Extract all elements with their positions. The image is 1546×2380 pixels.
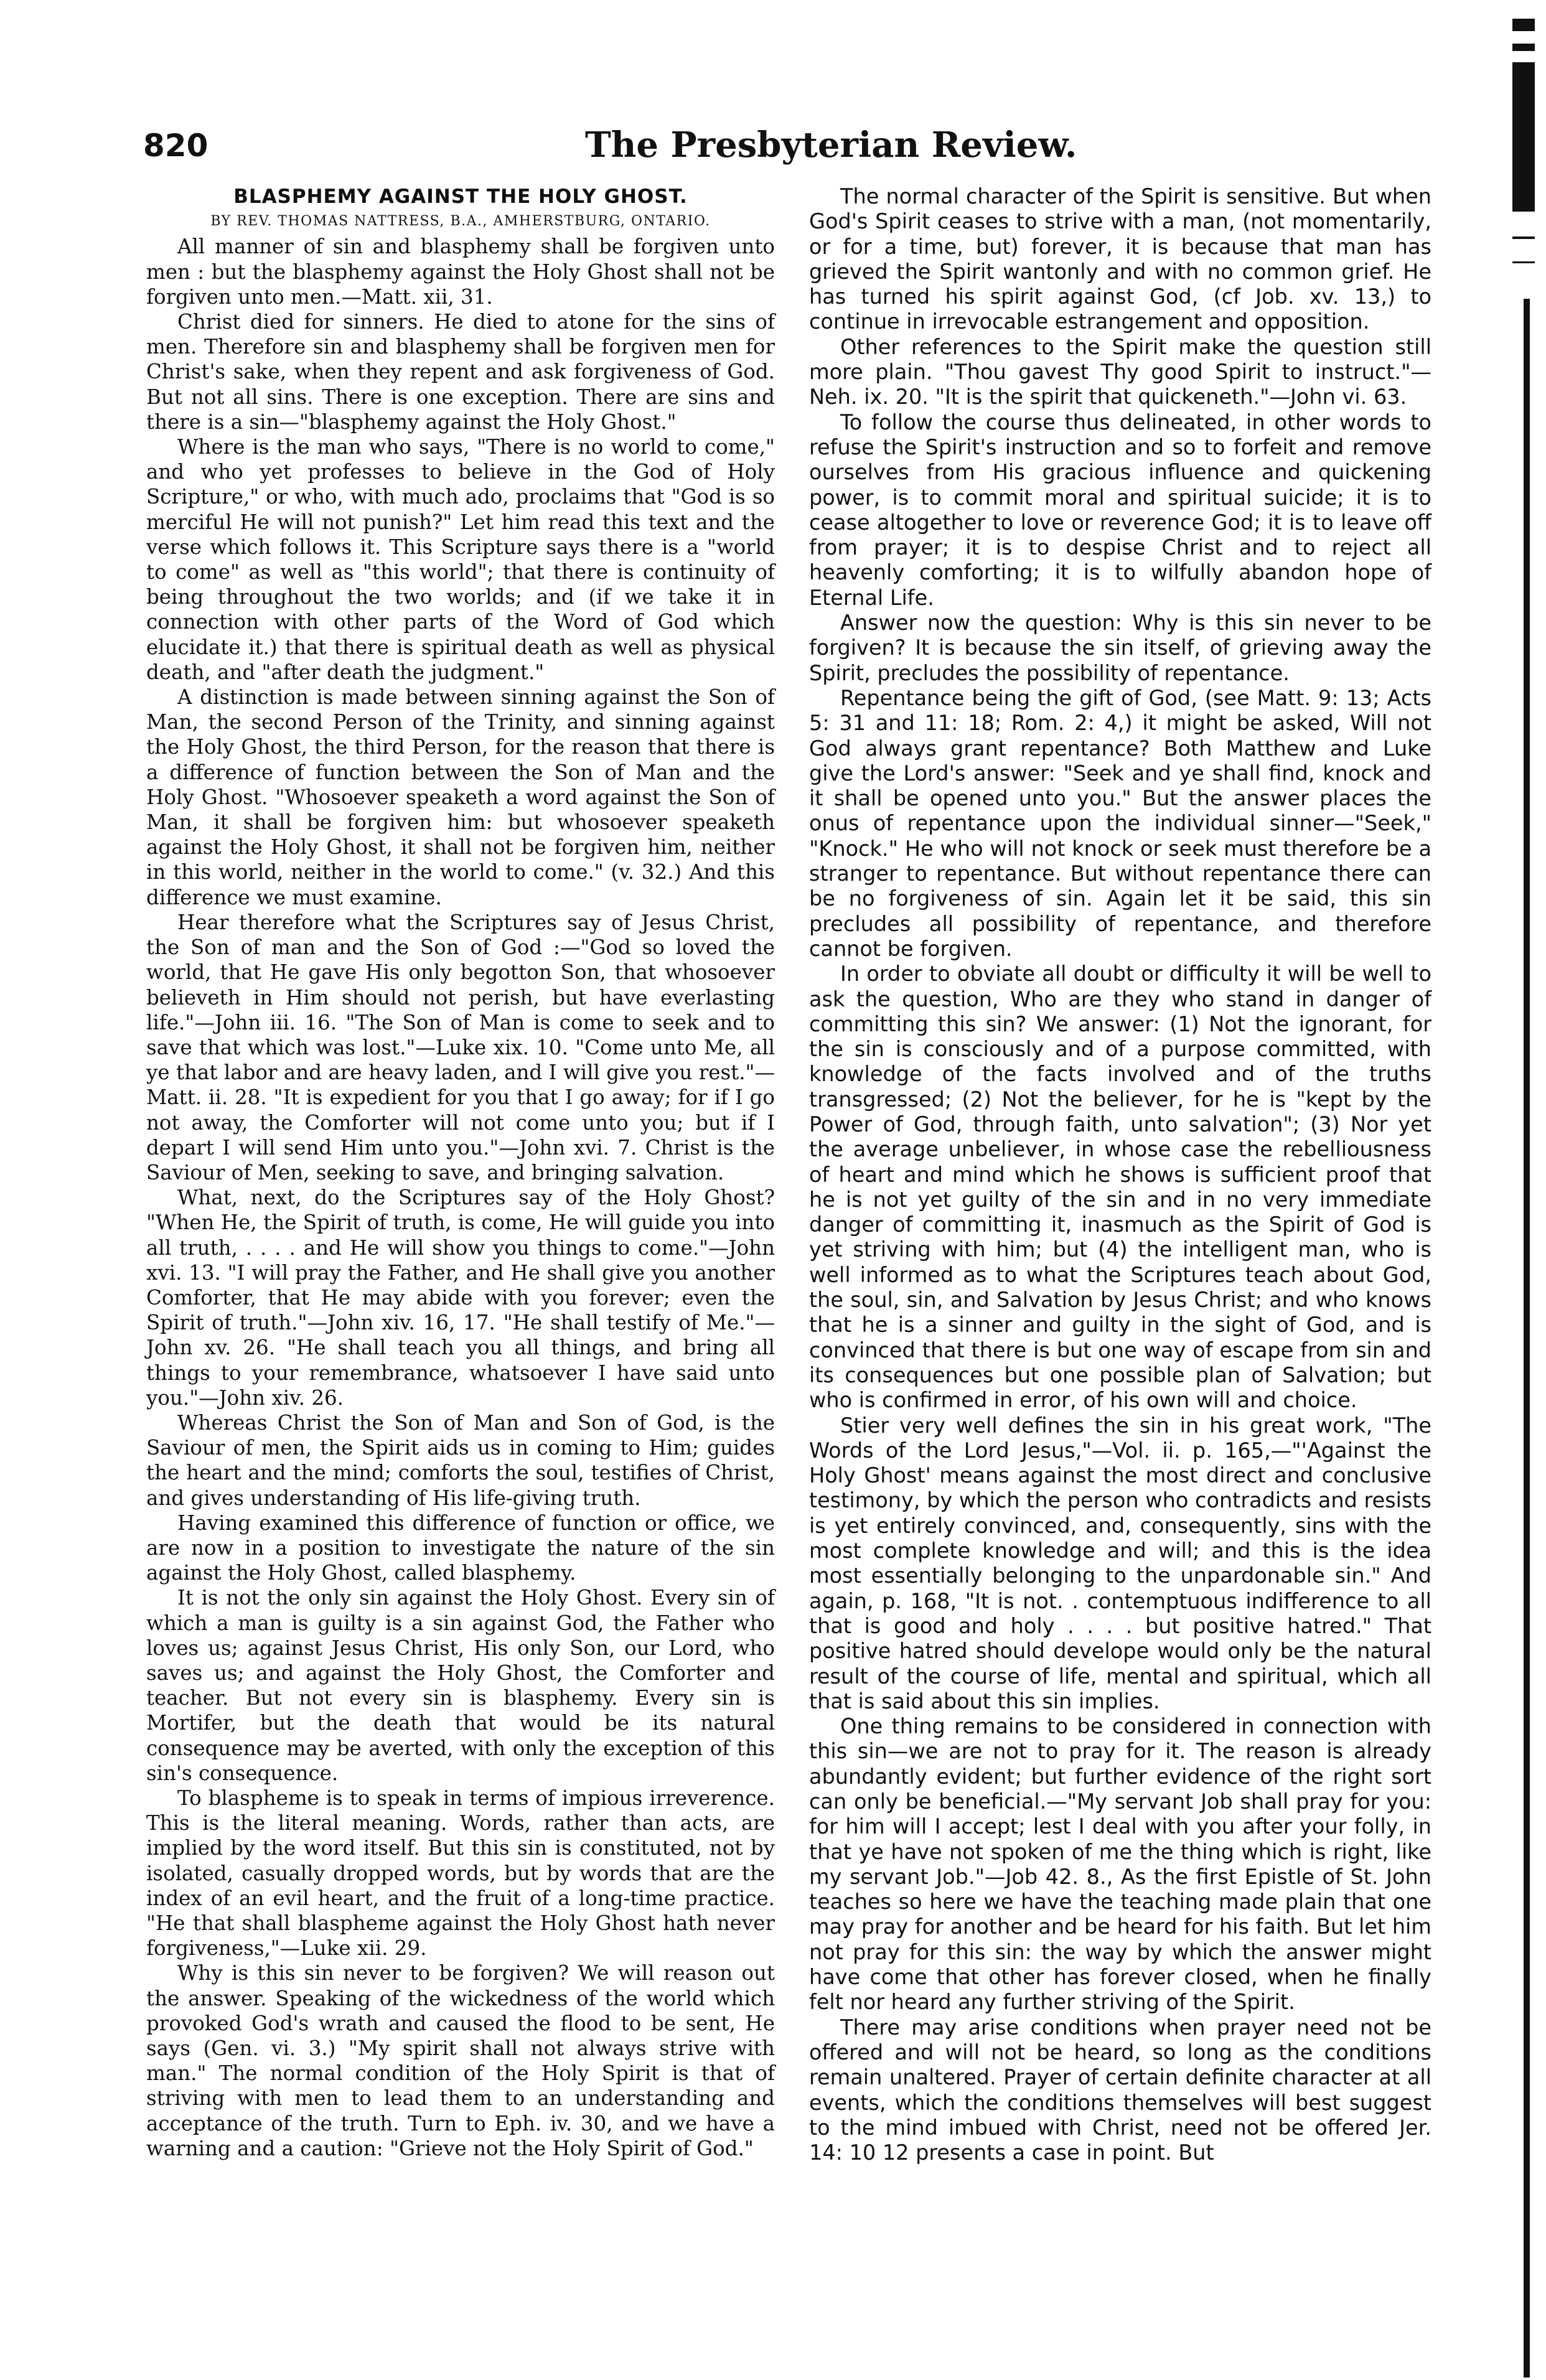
paragraph: Stier very well defines the sin in his great work, "The Words of the Lord Jesus,"—Vol. ii. p. 165,—"'Against the Holy Ghost' means against the most direct and conclusive testimony, by which the person who contradicts and resists is yet entirely convinced, and, consequently, sins with the most complete knowledge and will; and this is the idea most essentially belonging to the unpardonable sin." And again, p. 168, "It is not. . contemptuous indifference to all that is good and holy . . . . but positive hatred." That positive hatred should develope would only be the natural result of the course of life, mental and spiritual, which all that is said about this sin implies.: [809, 1413, 1431, 1713]
paragraph: Hear therefore what the Scriptures say of Jesus Christ, the Son of man and the Son of God :—"God so loved the world, that He gave His only begotton Son, that whosoever believeth in Him should not perish, but have everlasting life."—John iii. 16. "The Son of Man is come to seek and to save that which was lost."—Luke xix. 10. "Come unto Me, all ye that labor and are heavy laden, and I will give you rest."—Matt. ii. 28. "It is expedient for you that I go away; for if I go not away, the Comforter will not come unto you; but if I depart I will send Him unto you."—John xvi. 7. Christ is the Saviour of Men, seeking to save, and bringing salvation.: [146, 910, 775, 1184]
running-head: The Presbyterian Review.: [585, 124, 1077, 166]
article-byline: BY REV. THOMAS NATTRESS, B.A., AMHERSTBURG, ONTARIO.: [210, 213, 711, 230]
article-title: BLASPHEMY AGAINST THE HOLY GHOST.: [233, 185, 688, 208]
left-column: [146, 184, 775, 2161]
paragraph: One thing remains to be considered in connection with this sin—we are not to pray for it. The reason is already abundantly evident; but further evidence of the right sort can only be beneficial.—"My servant Job shall pray for you: for him will I accept; lest I deal with you after your folly, in that ye have not spoken of me the thing which is right, like my servant Job."—Job 42. 8., As the first Epistle of St. John teaches so here we have the teaching made plain that one may pray for another and be heard for his faith. But let him not pray for this sin: the way by which the answer might have come that other has forever closed, when he finally felt nor heard any further striving of the Spirit.: [809, 1714, 1431, 2015]
paragraph: Having examined this difference of function or office, we are now in a position to investigate the nature of the sin against the Holy Ghost, called blasphemy.: [146, 1511, 775, 1585]
scan-edge-marks: [1512, 0, 1535, 2380]
paragraph: All manner of sin and blasphemy shall be forgiven unto men : but the blasphemy against the Holy Ghost shall not be forgiven unto men.—Matt. xii, 31.: [146, 235, 775, 309]
paragraph: To follow the course thus delineated, in other words to refuse the Spirit's instruction and so to forfeit and remove ourselves from His gracious influence and quickening power, is to commit moral and spiritual suicide; it is to cease altogether to love or reverence God; it is to leave off from prayer; it is to despise Christ and to reject all heavenly comforting; it is to wilfully abandon hope of Eternal Life.: [809, 410, 1431, 610]
paragraph: Other references to the Spirit make the question still more plain. "Thou gavest Thy good Spirit to instruct."—Neh. ix. 20. "It is the spirit that quickeneth."—John vi. 63.: [809, 334, 1431, 410]
paragraph: Where is the man who says, "There is no world to come," and who yet professes to believe in the God of Holy Scripture," or who, with much ado, proclaims that "God is so merciful He will not punish?" Let him read this text and the verse which follows it. This Scripture says there is a "world to come" as well as "this world"; that there is continuity of being throughout the two worlds; and (if we take it in connection with other parts of the Word of God which elucidate it.) that there is spiritual death as well as physical death, and "after death the judgment.": [146, 435, 775, 684]
right-column: [809, 184, 1431, 2165]
paragraph: A distinction is made between sinning against the Son of Man, the second Person of the Trinity, and sinning against the Holy Ghost, the third Person, for the reason that there is a difference of function between the Son of Man and the Holy Ghost. "Whosoever speaketh a word against the Son of Man, it shall be forgiven him: but whosoever speaketh against the Holy Ghost, it shall not be forgiven him, neither in this world, neither in the world to come." (v. 32.) And this difference we must examine.: [146, 685, 775, 909]
paragraph: There may arise conditions when prayer need not be offered and will not be heard, so long as the conditions remain unaltered. Prayer of certain definite character at all events, which the conditions themselves will best suggest to the mind imbued with Christ, need not be offered Jer. 14: 10 12 presents a case in point. But: [809, 2015, 1431, 2165]
page-number: 820: [143, 128, 208, 164]
paragraph: In order to obviate all doubt or difficulty it will be well to ask the question, Who are they who stand in danger of committing this sin? We answer: (1) Not the ignorant, for the sin is consciously and of a purpose committed, with knowledge of the facts involved and of the truths transgressed; (2) Not the believer, for he is "kept by the Power of God, through faith, unto salvation"; (3) Nor yet the average unbeliever, in whose case the rebelliousness of heart and mind which he shows is sufficient proof that he is not yet guilty of the sin and in no very immediate danger of committing it, inasmuch as the Spirit of God is yet striving with him; but (4) the intelligent man, who is well informed as to what the Scriptures teach about God, the soul, sin, and Salvation by Jesus Christ; and who knows that he is a sinner and guilty in the sight of God, and is convinced that there is but one way of escape from sin and its consequences but one possible plan of Salvation; but who is confirmed in error, of his own will and choice.: [809, 962, 1431, 1413]
paragraph: Whereas Christ the Son of Man and Son of God, is the Saviour of men, the Spirit aids us in coming to Him; guides the heart and the mind; comforts the soul, testifies of Christ, and gives understanding of His life-giving truth.: [146, 1410, 775, 1510]
paragraph: Repentance being the gift of God, (see Matt. 9: 13; Acts 5: 31 and 11: 18; Rom. 2: 4,) it might be asked, Will not God always grant repentance? Both Matthew and Luke give the Lord's answer: "Seek and ye shall find, knock and it shall be opened unto you." But the answer places the onus of repentance upon the individual sinner—"Seek," "Knock." He who will not knock or seek must therefore be a stranger to repentance. But without repentance there can be no forgiveness of sin. Again let it be said, this sin precludes all possibility of repentance, and therefore cannot be forgiven.: [809, 685, 1431, 961]
paragraph: Answer now the question: Why is this sin never to be forgiven? It is because the sin itself, of grieving away the Spirit, precludes the possibility of repentance.: [809, 611, 1431, 685]
paragraph: The normal character of the Spirit is sensitive. But when God's Spirit ceases to strive with a man, (not momentarily, or for a time, but) forever, it is because that man has grieved the Spirit wantonly and with no common grief. He has turned his spirit against God, (cf Job. xv. 13,) to continue in irrevocable estrangement and opposition.: [809, 184, 1431, 334]
paragraph: Christ died for sinners. He died to atone for the sins of men. Therefore sin and blasphemy shall be forgiven men for Christ's sake, when they repent and ask forgiveness of God. But not all sins. There is one exception. There are sins and there is a sin—"blasphemy against the Holy Ghost.": [146, 310, 775, 434]
paragraph: To blaspheme is to speak in terms of impious irreverence. This is the literal meaning. Words, rather than acts, are implied by the word itself. But this sin is constituted, not by isolated, casually dropped words, but by words that are the index of an evil heart, and the fruit of a long-time practice. "He that shall blaspheme against the Holy Ghost hath never forgiveness,"—Luke xii. 29.: [146, 1786, 775, 1961]
paragraph: It is not the only sin against the Holy Ghost. Every sin of which a man is guilty is a sin against God, the Father who loves us; against Jesus Christ, His only Son, our Lord, who saves us; and against the Holy Ghost, the Comforter and teacher. But not every sin is blasphemy. Every sin is Mortifer, but the death that would be its natural consequence may be averted, with only the exception of this sin's consequence.: [146, 1586, 775, 1785]
paragraph: Why is this sin never to be forgiven? We will reason out the answer. Speaking of the wickedness of the world which provoked God's wrath and caused the flood to be sent, He says (Gen. vi. 3.) "My spirit shall not always strive with man." The normal condition of the Holy Spirit is that of striving with men to lead them to an understanding and acceptance of the truth. Turn to Eph. iv. 30, and we have a warning and a caution: "Grieve not the Holy Spirit of God.": [146, 1961, 775, 2160]
paragraph: What, next, do the Scriptures say of the Holy Ghost? "When He, the Spirit of truth, is come, He will guide you into all truth, . . . . and He will show you things to come."—John xvi. 13. "I will pray the Father, and He shall give you another Comforter, that He may abide with you forever; even the Spirit of truth."—John xiv. 16, 17. "He shall testify of Me."—John xv. 26. "He shall teach you all things, and bring all things to your remembrance, whatsoever I have said unto you."—John xiv. 26.: [146, 1186, 775, 1410]
